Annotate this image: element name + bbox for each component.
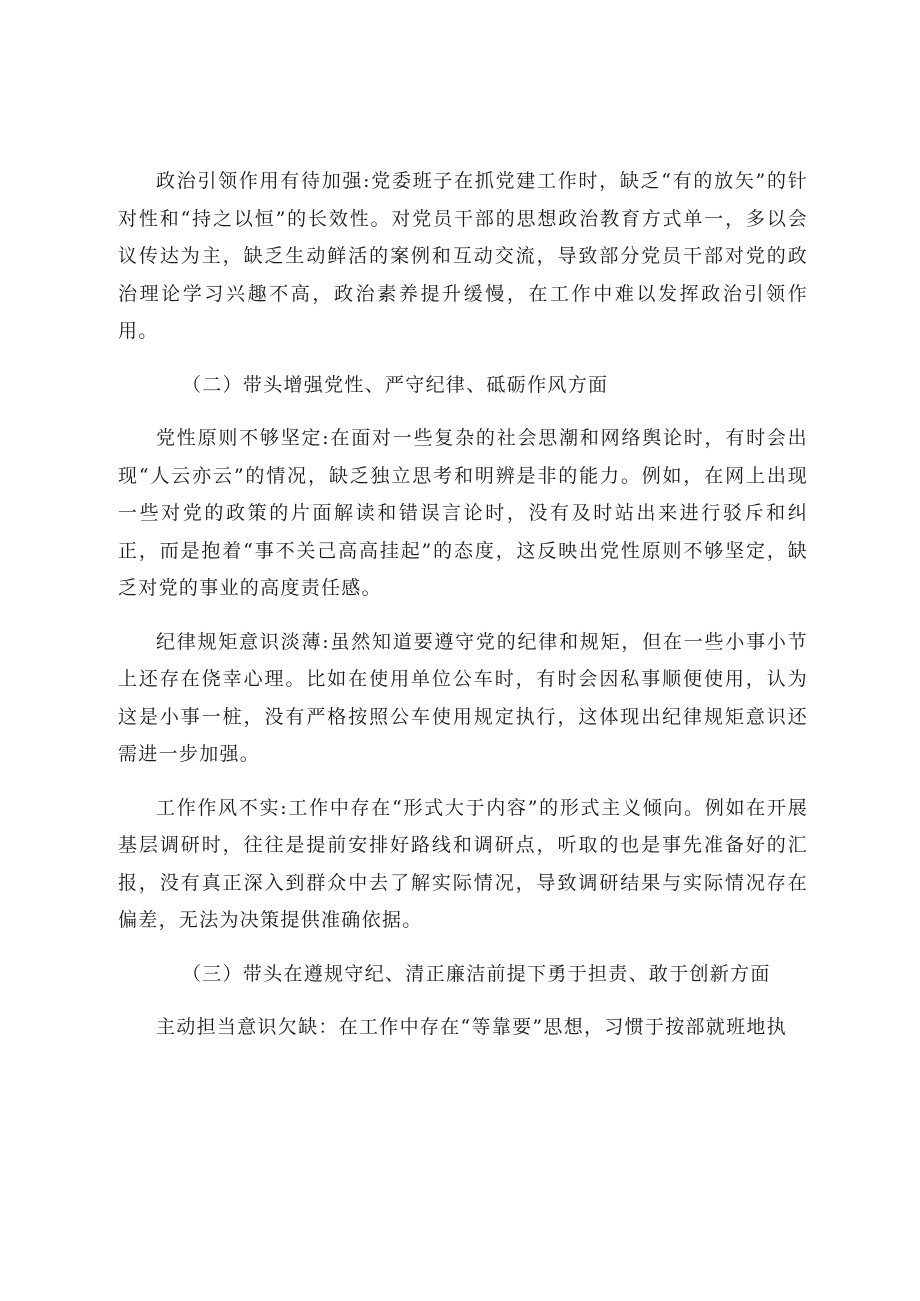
- paragraph-work-style: 工作作风不实:工作中存在“形式大于内容”的形式主义倾向。例如在开展基层调研时，往往是提前安排好路线和调研点，听取的也是事先准备好的汇报，没有真正深入到群众中去了解实际情况，导致调研结果与实际情况存在偏差，无法为决策提供准确依据。: [118, 796, 808, 931]
- section-heading-2: （二）带头增强党性、严守纪律、砥砺作风方面: [182, 373, 609, 396]
- section-heading-3: （三）带头在遵规守纪、清正廉洁前提下勇于担责、敢于创新方面: [182, 962, 771, 985]
- paragraph-gap: [118, 404, 808, 420]
- paragraph-political-guidance: 政治引领作用有待加强:党委班子在抓党建工作时，缺乏“有的放矢”的针对性和“持之以恒”的长效性。对党员干部的思想政治教育方式单一，多以会议传达为主，缺乏生动鲜活的案例和互动交流，导致部分党员干部对党的政治理论学习兴趣不高，政治素养提升缓慢，在工作中难以发挥政治引领作用。: [118, 170, 808, 342]
- paragraph-discipline-awareness: 纪律规矩意识淡薄:虽然知道要遵守党的纪律和规矩，但在一些小事小节上还存在侥幸心理。比如在使用单位公车时，有时会因私事顺便使用，认为这是小事一桩，没有严格按照公车使用规定执行，这体现出纪律规矩意识还需进一步加强。: [118, 630, 808, 765]
- paragraph-responsibility: 主动担当意识欠缺：在工作中存在“等靠要”思想，习惯于按部就班地执: [156, 1016, 788, 1038]
- paragraph-gap: [118, 940, 808, 956]
- paragraph-gap: [118, 774, 808, 790]
- paragraph-gap: [118, 608, 808, 624]
- paragraph-gap: [118, 993, 808, 1009]
- document-body: [118, 163, 808, 1047]
- paragraph-party-principle: 党性原则不够坚定:在面对一些复杂的社会思潮和网络舆论时，有时会出现“人云亦云”的情况，缺乏独立思考和明辨是非的能力。例如，在网上出现一些对党的政策的片面解读和错误言论时，没有及时站出来进行驳斥和纠正，而是抱着“事不关己高高挂起”的态度，这反映出党性原则不够坚定，缺乏对党的事业的高度责任感。: [118, 427, 808, 599]
- paragraph-gap: [118, 351, 808, 367]
